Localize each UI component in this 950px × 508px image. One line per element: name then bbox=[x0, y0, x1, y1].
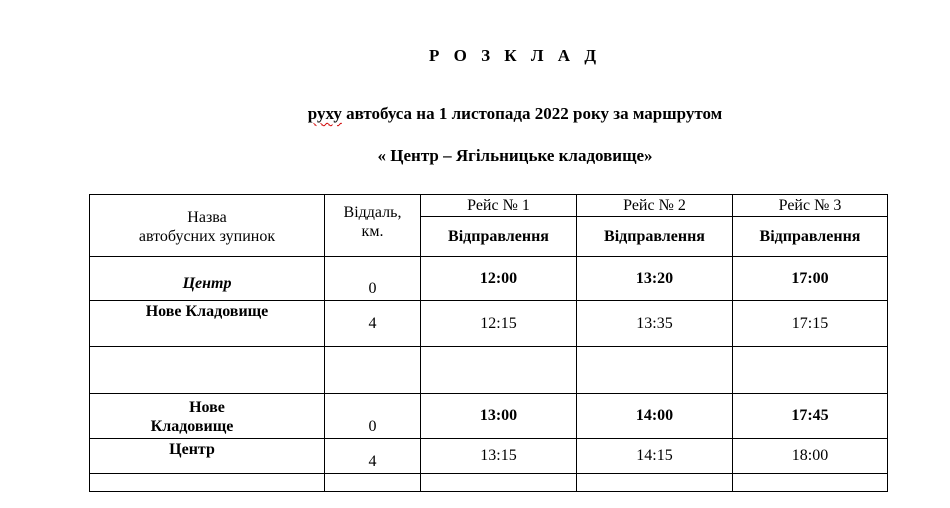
subtitle-rest: автобуса на 1 листопада 2022 року за маршрутом bbox=[341, 104, 723, 123]
route-label: « Центр – Ягільницьке кладовище» bbox=[377, 146, 653, 165]
stop-name: Центр bbox=[90, 257, 325, 301]
route-name bbox=[0, 146, 950, 166]
departure-time: 13:35 bbox=[577, 301, 733, 347]
header-row-top bbox=[90, 195, 888, 217]
stop-name-line2: Кладовище bbox=[150, 418, 234, 435]
empty-row bbox=[90, 347, 888, 394]
departure-time: 17:45 bbox=[733, 394, 888, 439]
distance: 4 bbox=[325, 301, 421, 347]
stop-name: Нове Кладовище bbox=[90, 301, 325, 347]
empty-cell bbox=[733, 347, 888, 394]
empty-cell bbox=[325, 347, 421, 394]
header-stop-name-line2: автобусних зупинок bbox=[138, 227, 276, 245]
empty-cell bbox=[421, 474, 577, 492]
stop-name: Центр bbox=[90, 439, 325, 474]
header-trip-3: Рейс № 3 bbox=[733, 195, 888, 217]
departure-time: 12:00 bbox=[421, 257, 577, 301]
empty-cell bbox=[90, 474, 325, 492]
header-trip-2: Рейс № 2 bbox=[577, 195, 733, 217]
empty-cell bbox=[577, 347, 733, 394]
empty-cell bbox=[577, 474, 733, 492]
empty-cell bbox=[733, 474, 888, 492]
departure-time: 13:20 bbox=[577, 257, 733, 301]
departure-time: 17:00 bbox=[733, 257, 888, 301]
empty-cell bbox=[90, 347, 325, 394]
departure-time: 13:00 bbox=[421, 394, 577, 439]
distance: 4 bbox=[325, 439, 421, 474]
distance: 0 bbox=[325, 394, 421, 439]
table-row bbox=[90, 257, 888, 301]
departure-time: 14:15 bbox=[577, 439, 733, 474]
document-title: Р О З К Л А Д bbox=[428, 46, 602, 65]
header-departure-1: Відправлення bbox=[421, 217, 577, 257]
distance: 0 bbox=[325, 257, 421, 301]
departure-time: 14:00 bbox=[577, 394, 733, 439]
header-stop-name-line1: Назва bbox=[187, 208, 227, 226]
table-row bbox=[90, 301, 888, 347]
empty-cell bbox=[421, 347, 577, 394]
empty-cell bbox=[325, 474, 421, 492]
departure-time: 17:15 bbox=[733, 301, 888, 347]
header-distance bbox=[325, 195, 421, 257]
header-trip-1: Рейс № 1 bbox=[421, 195, 577, 217]
departure-time: 13:15 bbox=[421, 439, 577, 474]
empty-row bbox=[90, 474, 888, 492]
header-distance-line2: км. bbox=[361, 222, 384, 240]
table-row bbox=[90, 394, 888, 439]
stop-name bbox=[90, 394, 325, 439]
document-subtitle bbox=[0, 104, 950, 124]
departure-time: 12:15 bbox=[421, 301, 577, 347]
schedule-table bbox=[89, 194, 888, 492]
header-stop-name bbox=[90, 195, 325, 257]
header-departure-3: Відправлення bbox=[733, 217, 888, 257]
table-row bbox=[90, 439, 888, 474]
subtitle-first-word: руху bbox=[307, 104, 342, 123]
header-distance-line1: Віддаль, bbox=[343, 203, 402, 221]
departure-time: 18:00 bbox=[733, 439, 888, 474]
stop-name-line1: Нове bbox=[189, 399, 225, 416]
header-departure-2: Відправлення bbox=[577, 217, 733, 257]
